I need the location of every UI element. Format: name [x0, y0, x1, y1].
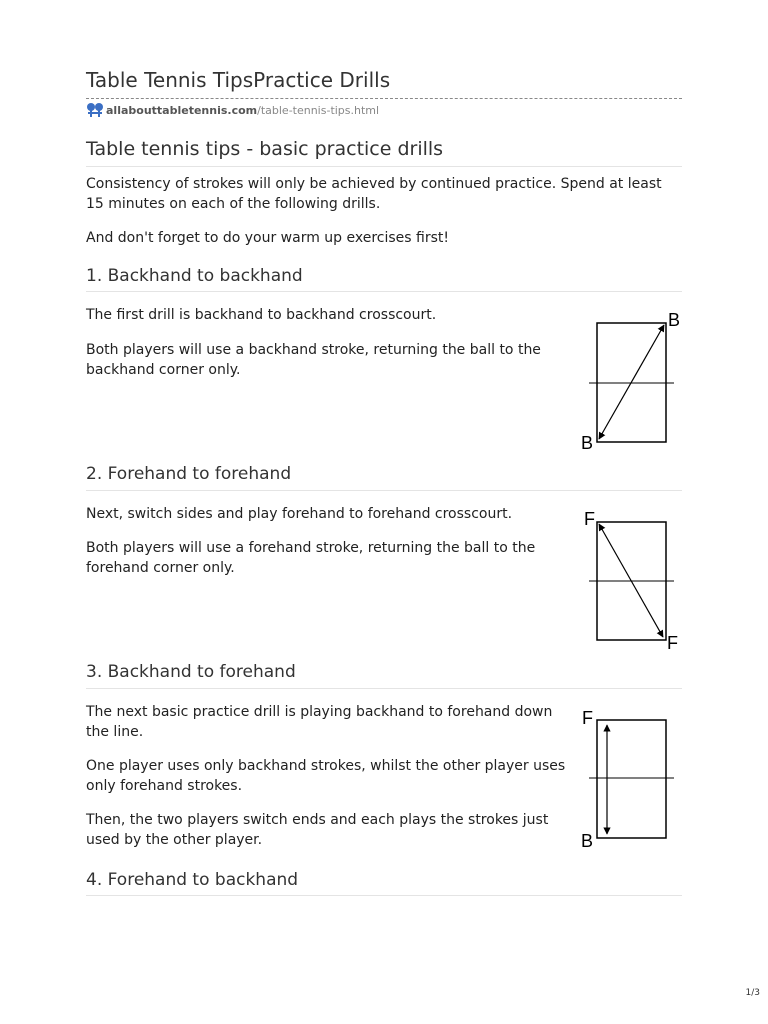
drill-1-diagram: [576, 308, 680, 458]
source-domain: allabouttabletennis.com: [106, 103, 258, 117]
ball-path-arrow: [599, 325, 664, 439]
drill-3-divider: [86, 688, 682, 689]
page-number: 1/3: [745, 988, 760, 998]
drill-1-heading: 1. Backhand to backhand: [86, 266, 303, 286]
drill-2-paragraph-1: Next, switch sides and play forehand to forehand crosscourt.: [86, 506, 513, 522]
document-title: Table Tennis TipsPractice Drills: [86, 68, 391, 92]
intro-paragraph: Consistency of strokes will only be achieved by continued practice. Spend at least 15 minutes on each of the following drills.: [86, 176, 662, 212]
drill-3-paragraph-1: The next basic practice drill is playing backhand to forehand down the line.: [86, 704, 553, 740]
title-divider: [86, 98, 682, 99]
section-heading: Table tennis tips - basic practice drills: [86, 138, 444, 160]
drill-2-divider: [86, 490, 682, 491]
diagram-top-label: B: [668, 310, 680, 330]
drill-3-paragraph-2: One player uses only backhand strokes, whilst the other player uses only forehand strokes.: [86, 758, 566, 794]
drill-1-paragraph-2: Both players will use a backhand stroke, returning the ball to the backhand corner only.: [86, 342, 541, 378]
warmup-paragraph: And don't forget to do your warm up exercises first!: [86, 230, 450, 246]
source-path: /table-tennis-tips.html: [257, 103, 380, 117]
section-divider: [86, 166, 682, 167]
drill-2-paragraph-2: Both players will use a forehand stroke, returning the ball to the forehand corner only.: [86, 540, 536, 576]
drill-3-diagram: [576, 704, 680, 854]
diagram-top-label: F: [584, 509, 595, 529]
source-link[interactable]: [86, 102, 379, 118]
diagram-top-label: F: [582, 708, 593, 728]
diagram-bottom-label: B: [581, 433, 594, 453]
drill-1-divider: [86, 291, 682, 292]
diagram-bottom-label: B: [581, 831, 594, 851]
diagram-bottom-label: F: [667, 633, 678, 653]
drill-1-paragraph-1: The first drill is backhand to backhand crosscourt.: [86, 307, 437, 323]
drill-2-heading: 2. Forehand to forehand: [86, 464, 292, 484]
drill-4-divider: [86, 895, 682, 896]
drill-2-diagram: [576, 506, 680, 656]
drill-4-heading: 4. Forehand to backhand: [86, 870, 299, 890]
drill-3-heading: 3. Backhand to forehand: [86, 662, 296, 682]
drill-3-paragraph-3: Then, the two players switch ends and each plays the strokes just used by the other player.: [86, 812, 549, 848]
paddles-icon: [86, 102, 104, 118]
